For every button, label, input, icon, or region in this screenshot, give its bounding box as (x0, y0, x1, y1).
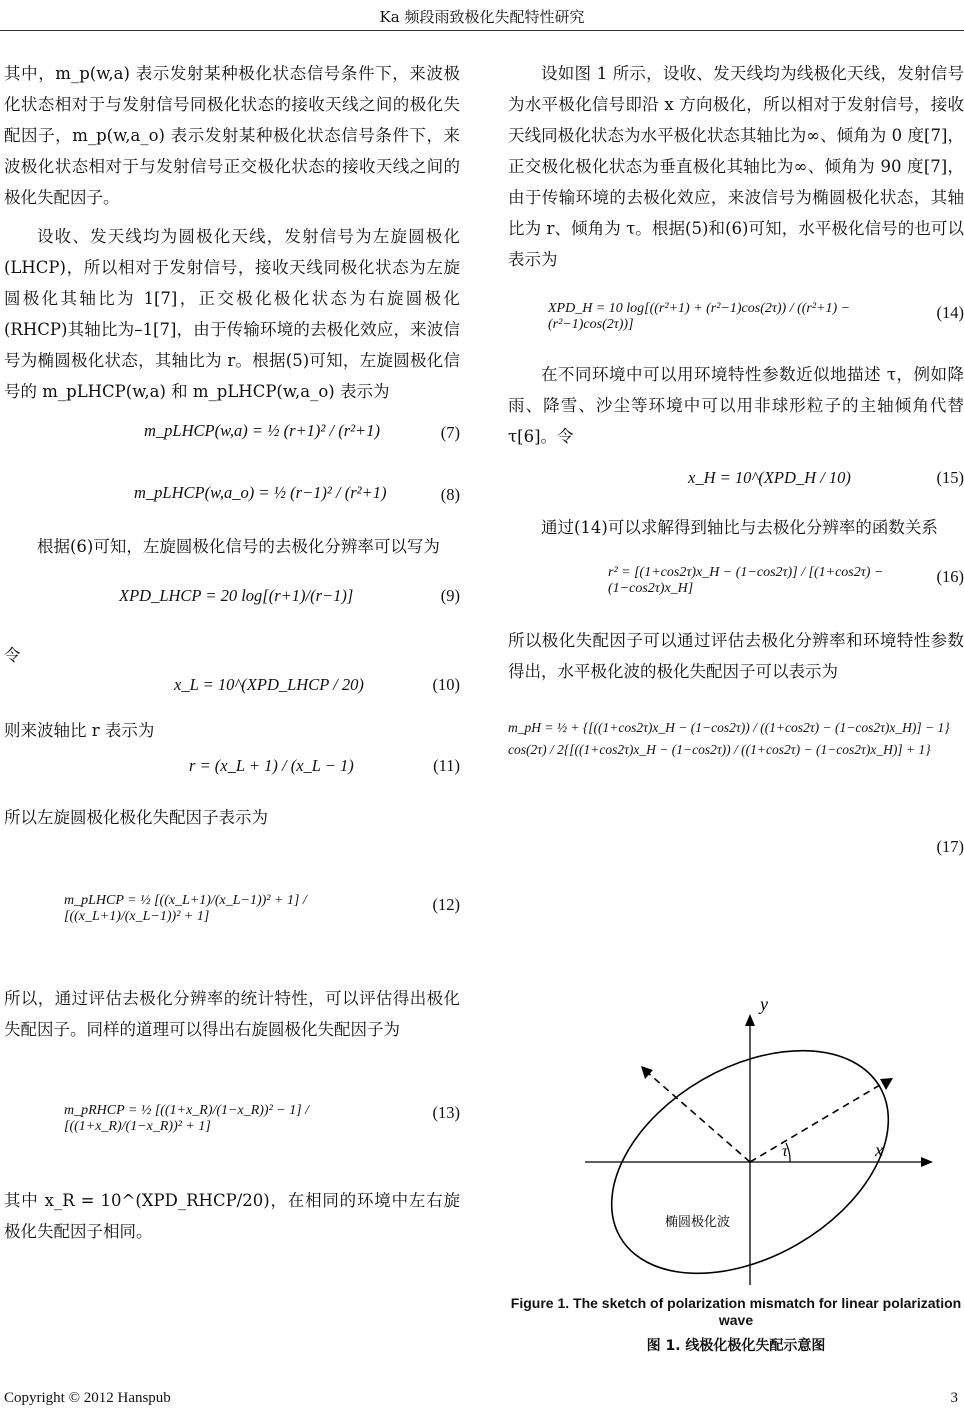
paragraph: 其中 x_R = 10^(XPD_RHCP/20)，在相同的环境中左右旋极化失配因子相同。 (4, 1191, 460, 1241)
figure-caption-en: Figure 1. The sketch of polarization mismatch for linear polarization wave (510, 1295, 962, 1328)
right-column (508, 58, 964, 877)
equation-body: XPD_H = 10 log[((r²+1) + (r²−1)cos(2τ)) / ((r²+1) − (r²−1)cos(2τ))] (548, 301, 851, 332)
equation-body: r² = [(1+cos2τ)x_H − (1−cos2τ)] / [(1+cos2τ) − (1−cos2τ)x_H] (608, 565, 884, 596)
paragraph: 令 (4, 646, 21, 665)
paragraph: 在不同环境中可以用环境特性参数近似地描述 τ，例如降雨、降雪、沙尘等环境中可以用非球形粒子的主轴倾角代替 τ[6]。令 (508, 365, 964, 446)
paragraph: 根据(6)可知，左旋圆极化信号的去极化分辨率可以写为 (37, 537, 440, 556)
equation-body: m_pH = ½ + {[((1+cos2τ)x_H − (1−cos2τ)) / ((1+cos2τ) − (1−cos2τ)x_H)] − 1} cos(2τ) / 2{[((1+cos2τ)x_H − (1−cos2τ)) / ((1+cos2τ) − (1−cos2τ)x_H)] + 1} (508, 720, 950, 757)
equation-number: (12) (432, 895, 460, 914)
equation-body: m_pLHCP(w,a) = ½ (r+1)² / (r²+1) (144, 421, 380, 440)
major-axis-arrow (880, 1078, 893, 1090)
equation-body: m_pRHCP = ½ [((1+x_R)/(1−x_R))² − 1] / [((1+x_R)/(1−x_R))² + 1] (64, 1103, 310, 1134)
equation-body: m_pLHCP(w,a_o) = ½ (r−1)² / (r²+1) (134, 483, 387, 502)
y-axis-arrow (745, 1014, 755, 1026)
equation-body: x_L = 10^(XPD_LHCP / 20) (174, 675, 364, 694)
equation-number: (7) (440, 423, 460, 442)
polarization-figure (575, 1000, 955, 1285)
paragraph: 其中，m_p(w,a) 表示发射某种极化状态信号条件下，来波极化状态相对于与发射信号同极化状态的接收天线之间的极化失配因子，m_p(w,a_o) 表示发射某种极化状态信号条件下，来波极化状态相对于与发射信号正交极化状态的接收天线之间的极化失配因子。 (4, 64, 460, 207)
equation-13 (4, 1045, 460, 1185)
left-column (4, 58, 460, 1247)
equation-11 (4, 746, 460, 802)
paragraph: 设收、发天线均为圆极化天线，发射信号为左旋圆极化(LHCP)，所以相对于发射信号，接收天线同极化状态为左旋圆极化其轴比为 1[7]，正交极化极化状态为右旋圆极化(RHCP)其轴比为–1[7]，由于传输环境的去极化效应，来波信号为椭圆极化状态，其轴比为 r。根据(5)可知，左旋圆极化信号的 m_pLHCP(w,a) 和 m_pLHCP(w,a_o) 表示为 (4, 227, 460, 401)
equation-number: (17) (936, 837, 964, 856)
equation-number: (10) (432, 675, 460, 694)
paragraph: 所以，通过评估去极化分辨率的统计特性，可以评估得出极化失配因子。同样的道理可以得出右旋圆极化失配因子为 (4, 989, 460, 1039)
minor-axis-dashed (647, 1072, 750, 1162)
equation-number: (8) (440, 485, 460, 504)
figure-caption-cn: 图 1. 线极化极化失配示意图 (646, 1338, 826, 1354)
equation-number: (13) (432, 1103, 460, 1122)
equation-number: (15) (936, 468, 964, 487)
y-axis-label: y (760, 1000, 768, 1014)
equation-12 (4, 833, 460, 983)
equation-body: XPD_LHCP = 20 log[(r+1)/(r−1)] (119, 586, 354, 605)
x-axis-label: x (875, 1140, 883, 1160)
equation-15 (508, 452, 964, 512)
running-header: Ka 频段雨致极化失配特性研究 (379, 8, 585, 26)
header-rule (0, 30, 964, 31)
paragraph: 通过(14)可以求解得到轴比与去极化分辨率的函数关系 (541, 518, 938, 537)
equation-17 (508, 687, 964, 877)
equation-number: (16) (936, 567, 964, 586)
equation-10 (4, 671, 460, 715)
paragraph: 则来波轴比 r 表示为 (4, 721, 155, 740)
equation-9 (4, 562, 460, 640)
equation-8 (4, 469, 460, 531)
equation-number: (11) (433, 756, 460, 775)
equation-body: x_H = 10^(XPD_H / 10) (688, 468, 851, 487)
paragraph: 所以左旋圆极化极化失配因子表示为 (4, 808, 268, 827)
equation-number: (9) (440, 586, 460, 605)
paragraph: 所以极化失配因子可以通过评估去极化分辨率和环境特性参数得出，水平极化波的极化失配因子可以表示为 (508, 631, 964, 681)
paragraph: 设如图 1 所示，设收、发天线均为线极化天线，发射信号为水平极化信号即沿 x 方向极化，所以相对于发射信号，接收天线同极化状态为水平极化状态其轴比为∞、倾角为 0 度[7]，正交极化极化状态为垂直极化其轴比为∞、倾角为 90 度[7]，由于传输环境的去极化效应，来波信号为椭圆极化状态，其轴比为 r、倾角为 τ。根据(5)和(6)可知，水平极化信号的也可以表示为 (508, 64, 964, 269)
x-axis-arrow (921, 1157, 933, 1167)
minor-axis-arrow (641, 1066, 653, 1079)
major-axis-dashed (750, 1082, 885, 1162)
equation-body: m_pLHCP = ½ [((x_L+1)/(x_L−1))² + 1] / [((x_L+1)/(x_L−1))² + 1] (64, 893, 307, 924)
equation-body: r = (x_L + 1) / (x_L − 1) (189, 756, 354, 775)
equation-16 (508, 543, 964, 625)
equation-7 (4, 407, 460, 469)
equation-14 (508, 275, 964, 359)
ellipse-label: 椭圆极化波 (665, 1215, 731, 1230)
page-number: 3 (950, 1390, 958, 1406)
copyright: Copyright © 2012 Hanspub (4, 1390, 171, 1406)
tau-label: τ (782, 1143, 788, 1160)
equation-number: (14) (936, 303, 964, 322)
